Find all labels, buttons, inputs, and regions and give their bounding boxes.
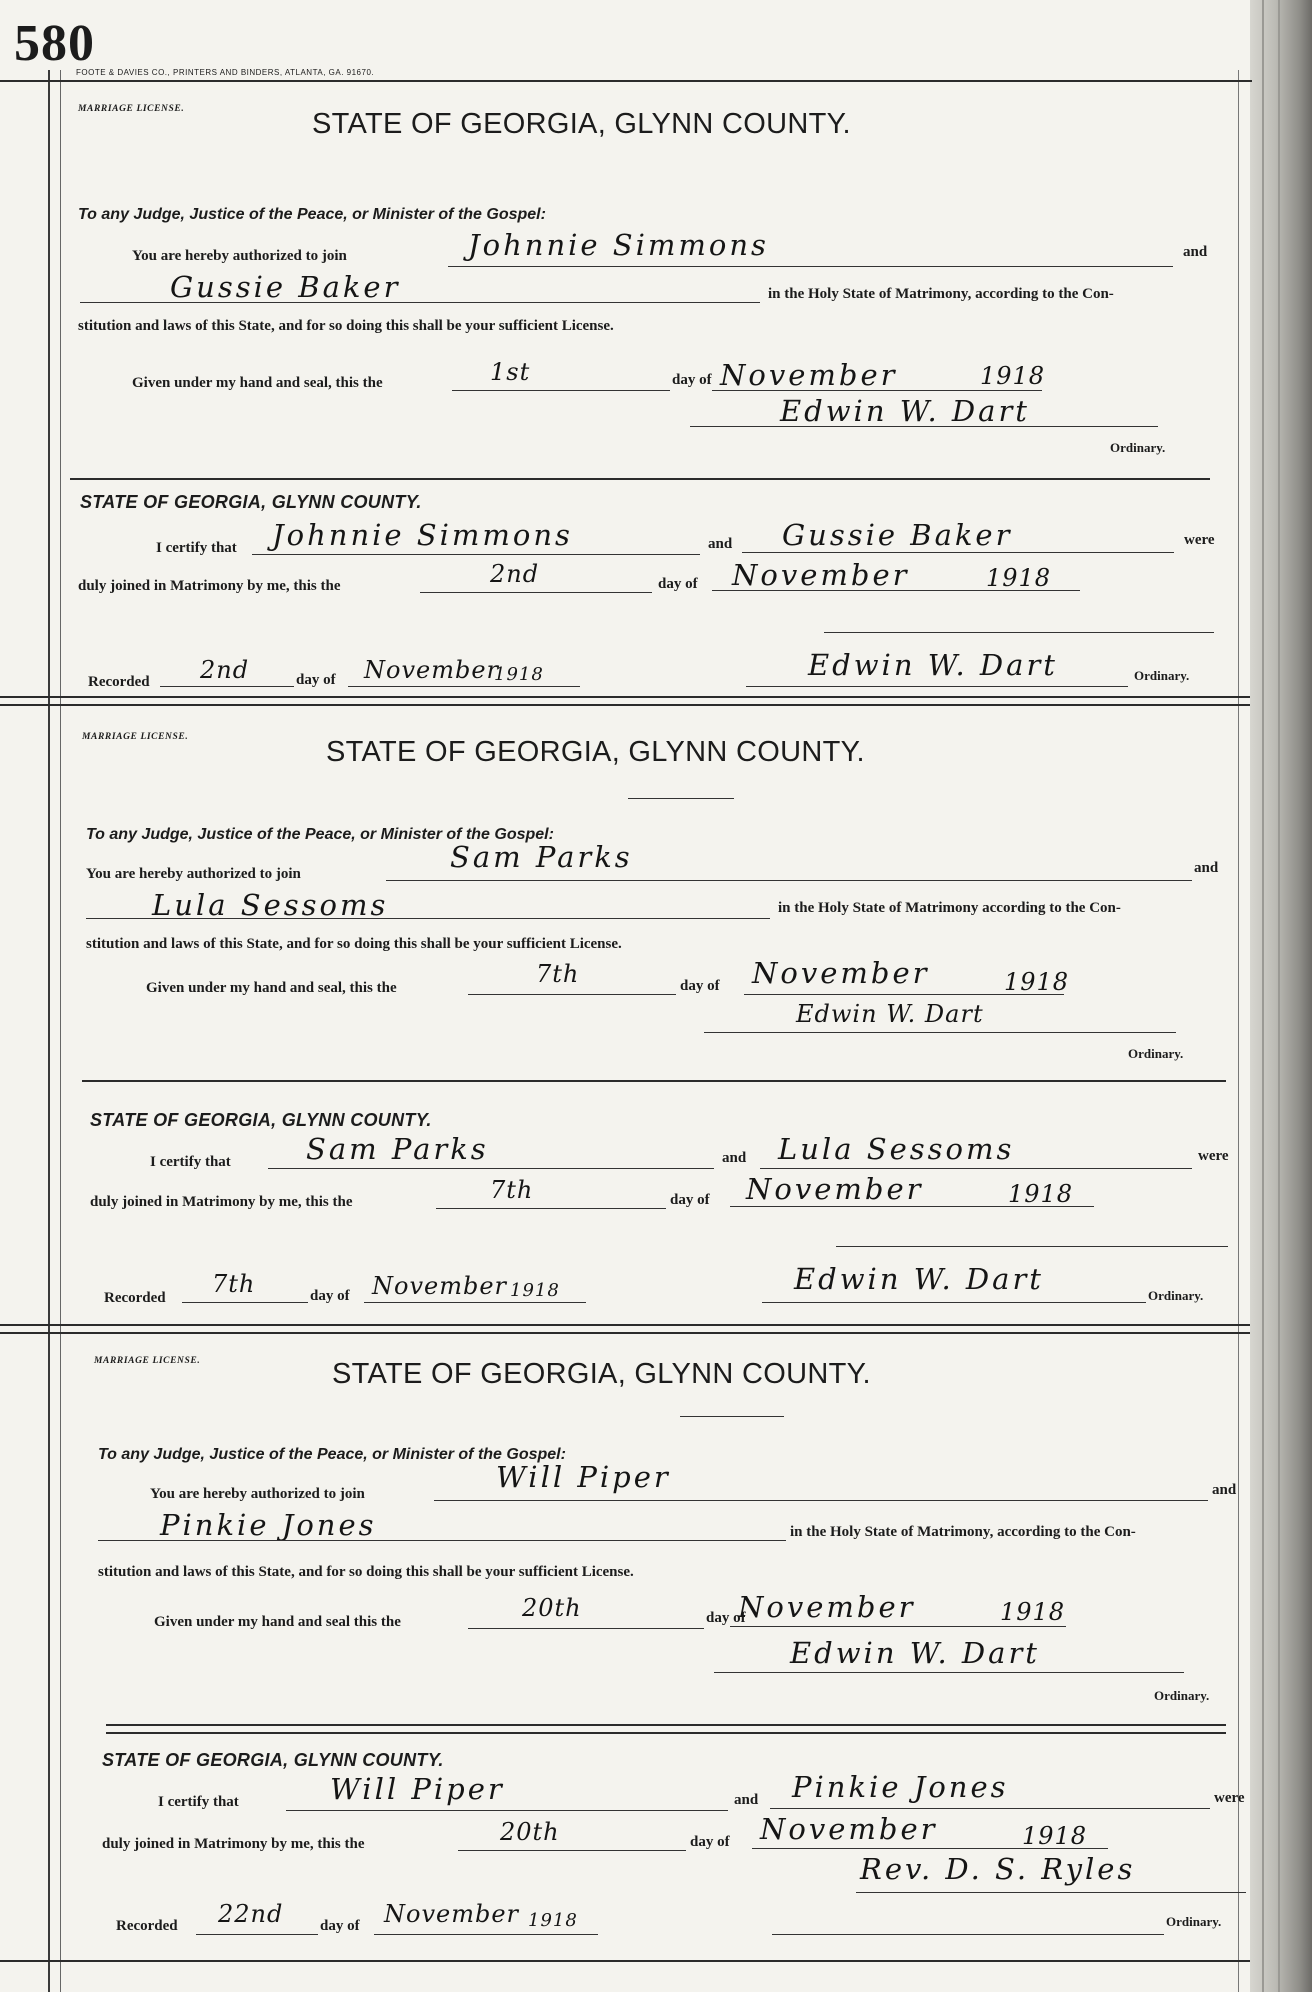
- groom-name: Will Piper: [496, 1460, 671, 1494]
- certify-text: I certify that: [158, 1794, 239, 1810]
- recorded-signature-line: [772, 1934, 1164, 1935]
- address-line: To any Judge, Justice of the Peace, or Minister of the Gospel:: [86, 826, 554, 843]
- married-day: 2nd: [490, 560, 540, 588]
- license-day-underline: [452, 390, 670, 391]
- license-date-underline: [712, 390, 1042, 391]
- were-text: were: [1214, 1790, 1245, 1806]
- title-rule: [628, 798, 734, 799]
- married-month: November: [746, 1172, 924, 1206]
- ordinary-signature-line: [690, 426, 1158, 427]
- recorded-date-underline: [374, 1934, 598, 1935]
- married-date-underline: [712, 590, 1080, 591]
- license-day-underline: [468, 994, 676, 995]
- license-month: November: [720, 358, 898, 392]
- cert-bride-name: Gussie Baker: [782, 518, 1013, 552]
- and-text: and: [734, 1792, 759, 1808]
- ordinary-label: Ordinary.: [1128, 1046, 1184, 1061]
- ordinary-signature: Edwin W. Dart: [780, 394, 1030, 428]
- page-number: 580: [14, 15, 95, 72]
- recorded-text: Recorded: [88, 674, 150, 690]
- license-month: November: [738, 1590, 916, 1624]
- ordinary-signature: Edwin W. Dart: [790, 1636, 1040, 1670]
- ordinary-label: Ordinary.: [1110, 440, 1166, 455]
- cert-groom-name: Johnnie Simmons: [272, 518, 573, 552]
- title-rule: [680, 1416, 784, 1417]
- married-day-underline: [436, 1208, 666, 1209]
- day-of-text: day of: [672, 372, 712, 388]
- license-year: 1918: [1004, 968, 1070, 996]
- ordinary-label: Ordinary.: [1166, 1914, 1222, 1929]
- record-separator: [0, 1324, 1250, 1334]
- cert-groom-underline: [286, 1810, 728, 1811]
- stitution-text: stitution and laws of this State, and for so doing this shall be your sufficient License.: [78, 318, 614, 334]
- recorded-year: 1918: [494, 664, 544, 685]
- recorded-signature: Edwin W. Dart: [808, 648, 1058, 682]
- recorded-signature-line: [762, 1302, 1146, 1303]
- cert-bride-underline: [770, 1808, 1210, 1809]
- license-label: MARRIAGE LICENSE.: [78, 104, 185, 114]
- bride-underline: [80, 302, 760, 303]
- officiant-signature-line: [824, 632, 1214, 633]
- license-title: STATE OF GEORGIA, GLYNN COUNTY.: [312, 108, 851, 140]
- married-month: November: [760, 1812, 938, 1846]
- holy-state-text: in the Holy State of Matrimony, according to the Con-: [768, 286, 1114, 302]
- and-text: and: [1212, 1482, 1237, 1498]
- officiant-signature-line: [836, 1246, 1228, 1247]
- day-of-text: day of: [680, 978, 720, 994]
- recorded-text: Recorded: [116, 1918, 178, 1934]
- married-year: 1918: [1022, 1822, 1088, 1850]
- ordinary-label: Ordinary.: [1154, 1688, 1210, 1703]
- cert-groom-name: Sam Parks: [306, 1132, 489, 1166]
- license-title: STATE OF GEORGIA, GLYNN COUNTY.: [326, 736, 865, 768]
- officiant-signature-line: [856, 1892, 1246, 1893]
- and-text: and: [708, 536, 733, 552]
- certify-text: I certify that: [156, 540, 237, 556]
- license-day: 20th: [522, 1594, 582, 1622]
- ordinary-label: Ordinary.: [1134, 668, 1190, 683]
- license-year: 1918: [980, 362, 1046, 390]
- groom-name: Johnnie Simmons: [468, 228, 769, 262]
- married-year: 1918: [986, 564, 1052, 592]
- married-day: 7th: [490, 1176, 534, 1204]
- married-day-underline: [420, 592, 652, 593]
- ordinary-signature-line: [714, 1672, 1184, 1673]
- bride-underline: [98, 1540, 786, 1541]
- recorded-month: November: [384, 1900, 520, 1928]
- recorded-day: 2nd: [200, 656, 250, 684]
- married-year: 1918: [1008, 1180, 1074, 1208]
- authorized-text: You are hereby authorized to join: [86, 866, 301, 882]
- left-margin-rule: [48, 70, 50, 1992]
- ordinary-signature: Edwin W. Dart: [796, 1000, 984, 1028]
- recorded-date-underline: [348, 686, 580, 687]
- cert-bride-underline: [742, 552, 1174, 553]
- page-edge-line: [1262, 0, 1264, 1992]
- joined-text: duly joined in Matrimony by me, this the: [78, 578, 341, 594]
- recorded-day: 7th: [212, 1270, 256, 1298]
- license-date-underline: [730, 1626, 1066, 1627]
- day-of-text: day of: [670, 1192, 710, 1208]
- license-label: MARRIAGE LICENSE.: [82, 732, 189, 742]
- day-of-text: day of: [296, 672, 336, 688]
- recorded-signature-line: [746, 686, 1128, 687]
- address-line: To any Judge, Justice of the Peace, or Minister of the Gospel:: [98, 1446, 566, 1463]
- holy-state-text: in the Holy State of Matrimony, according to the Con-: [790, 1524, 1136, 1540]
- day-of-text: day of: [690, 1834, 730, 1850]
- license-title: STATE OF GEORGIA, GLYNN COUNTY.: [332, 1358, 871, 1390]
- license-day: 1st: [490, 358, 531, 386]
- recorded-signature: Edwin W. Dart: [794, 1262, 1044, 1296]
- day-of-text: day of: [320, 1918, 360, 1934]
- page-edge-line: [1278, 0, 1280, 1992]
- ordinary-signature-line: [704, 1032, 1176, 1033]
- license-month: November: [752, 956, 930, 990]
- recorded-day-underline: [182, 1302, 308, 1303]
- and-text: and: [1194, 860, 1219, 876]
- adjacent-page-edge: [1250, 0, 1312, 1992]
- groom-underline: [386, 880, 1192, 881]
- given-text: Given under my hand and seal, this the: [146, 980, 397, 996]
- recorded-year: 1918: [528, 1910, 578, 1931]
- section-divider: [82, 1080, 1226, 1082]
- certificate-heading: STATE OF GEORGIA, GLYNN COUNTY.: [102, 1750, 444, 1770]
- section-divider: [70, 478, 1210, 480]
- were-text: were: [1198, 1148, 1229, 1164]
- bride-name: Gussie Baker: [170, 270, 401, 304]
- married-date-underline: [730, 1206, 1094, 1207]
- married-day-underline: [458, 1850, 686, 1851]
- top-rule: [0, 80, 1252, 82]
- groom-underline: [434, 1500, 1208, 1501]
- bride-underline: [86, 918, 770, 919]
- recorded-date-underline: [364, 1302, 586, 1303]
- license-day: 7th: [536, 960, 580, 988]
- officiant-signature: Rev. D. S. Ryles: [860, 1852, 1136, 1886]
- license-day-underline: [468, 1628, 704, 1629]
- joined-text: duly joined in Matrimony by me, this the: [90, 1194, 353, 1210]
- stitution-text: stitution and laws of this State, and for so doing this shall be your sufficient License.: [98, 1564, 634, 1580]
- day-of-text: day of: [310, 1288, 350, 1304]
- recorded-day-underline: [160, 686, 294, 687]
- record-separator: [0, 696, 1250, 706]
- given-text: Given under my hand and seal, this the: [132, 375, 383, 391]
- license-date-underline: [744, 994, 1064, 995]
- day-of-text: day of: [658, 576, 698, 592]
- right-margin-rule: [1238, 70, 1239, 1992]
- ordinary-label: Ordinary.: [1148, 1288, 1204, 1303]
- stitution-text: stitution and laws of this State, and for so doing this shall be your sufficient License.: [86, 936, 622, 952]
- married-date-underline: [752, 1848, 1108, 1849]
- were-text: were: [1184, 532, 1215, 548]
- and-text: and: [1183, 244, 1208, 260]
- authorized-text: You are hereby authorized to join: [132, 248, 347, 264]
- certify-text: I certify that: [150, 1154, 231, 1170]
- bride-name: Lula Sessoms: [152, 888, 389, 922]
- recorded-day: 22nd: [218, 1900, 284, 1928]
- groom-name: Sam Parks: [450, 840, 633, 874]
- cert-groom-underline: [268, 1168, 714, 1169]
- bottom-rule: [0, 1960, 1250, 1962]
- authorized-text: You are hereby authorized to join: [150, 1486, 365, 1502]
- certificate-heading: STATE OF GEORGIA, GLYNN COUNTY.: [90, 1110, 432, 1130]
- married-month: November: [732, 558, 910, 592]
- recorded-month: November: [364, 656, 500, 684]
- married-day: 20th: [500, 1818, 560, 1846]
- cert-bride-name: Lula Sessoms: [778, 1132, 1015, 1166]
- license-label: MARRIAGE LICENSE.: [94, 1356, 201, 1366]
- recorded-month: November: [372, 1272, 508, 1300]
- recorded-year: 1918: [510, 1280, 560, 1301]
- license-year: 1918: [1000, 1598, 1066, 1626]
- cert-bride-name: Pinkie Jones: [792, 1770, 1009, 1804]
- joined-text: duly joined in Matrimony by me, this the: [102, 1836, 365, 1852]
- and-text: and: [722, 1150, 747, 1166]
- recorded-text: Recorded: [104, 1290, 166, 1306]
- given-text: Given under my hand and seal this the: [154, 1614, 401, 1630]
- section-divider: [106, 1724, 1226, 1734]
- day-of-text: day of: [706, 1610, 746, 1626]
- bride-name: Pinkie Jones: [160, 1508, 377, 1542]
- printer-imprint: FOOTE & DAVIES CO., PRINTERS AND BINDERS, ATLANTA, GA. 91670.: [76, 68, 375, 77]
- cert-groom-underline: [252, 554, 700, 555]
- address-line: To any Judge, Justice of the Peace, or Minister of the Gospel:: [78, 206, 546, 223]
- groom-underline: [448, 266, 1173, 267]
- cert-groom-name: Will Piper: [330, 1772, 505, 1806]
- holy-state-text: in the Holy State of Matrimony according to the Con-: [778, 900, 1121, 916]
- left-margin-rule-inner: [60, 70, 61, 1992]
- certificate-heading: STATE OF GEORGIA, GLYNN COUNTY.: [80, 492, 422, 512]
- recorded-day-underline: [196, 1934, 318, 1935]
- cert-bride-underline: [760, 1168, 1192, 1169]
